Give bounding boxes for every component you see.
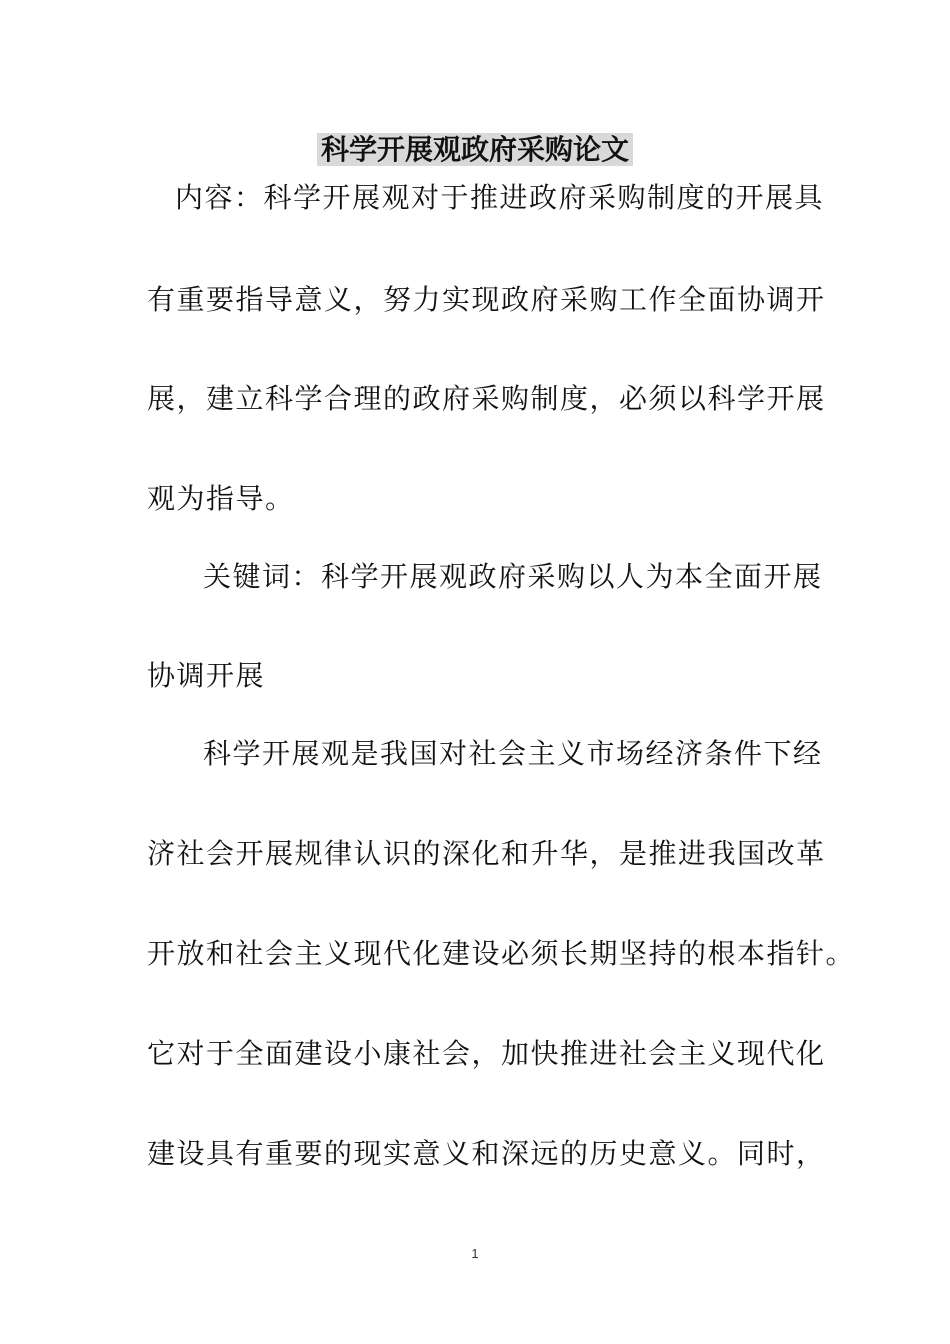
page-number: 1 <box>471 1246 479 1261</box>
body-line-3: 开放和社会主义现代化建设必须长期坚持的根本指针。 <box>147 937 856 970</box>
body-line-4: 它对于全面建设小康社会，加快推进社会主义现代化 <box>147 1037 826 1070</box>
body-line-1: 科学开展观是我国对社会主义市场经济条件下经 <box>203 737 823 770</box>
abstract-line-4: 观为指导。 <box>147 482 295 515</box>
abstract-line-1: 内容：科学开展观对于推进政府采购制度的开展具 <box>175 181 825 214</box>
document-title <box>0 128 950 172</box>
abstract-line-3: 展，建立科学合理的政府采购制度，必须以科学开展 <box>147 382 826 415</box>
body-line-2: 济社会开展规律认识的深化和升华，是推进我国改革 <box>147 837 826 870</box>
keywords-line-2: 协调开展 <box>147 659 266 692</box>
body-line-5: 建设具有重要的现实意义和深远的历史意义。同时， <box>147 1137 826 1170</box>
abstract-line-2: 有重要指导意义，努力实现政府采购工作全面协调开 <box>147 283 826 316</box>
keywords-line-1: 关键词：科学开展观政府采购以人为本全面开展 <box>203 560 823 593</box>
document-title-text: 科学开展观政府采购论文 <box>317 133 633 166</box>
